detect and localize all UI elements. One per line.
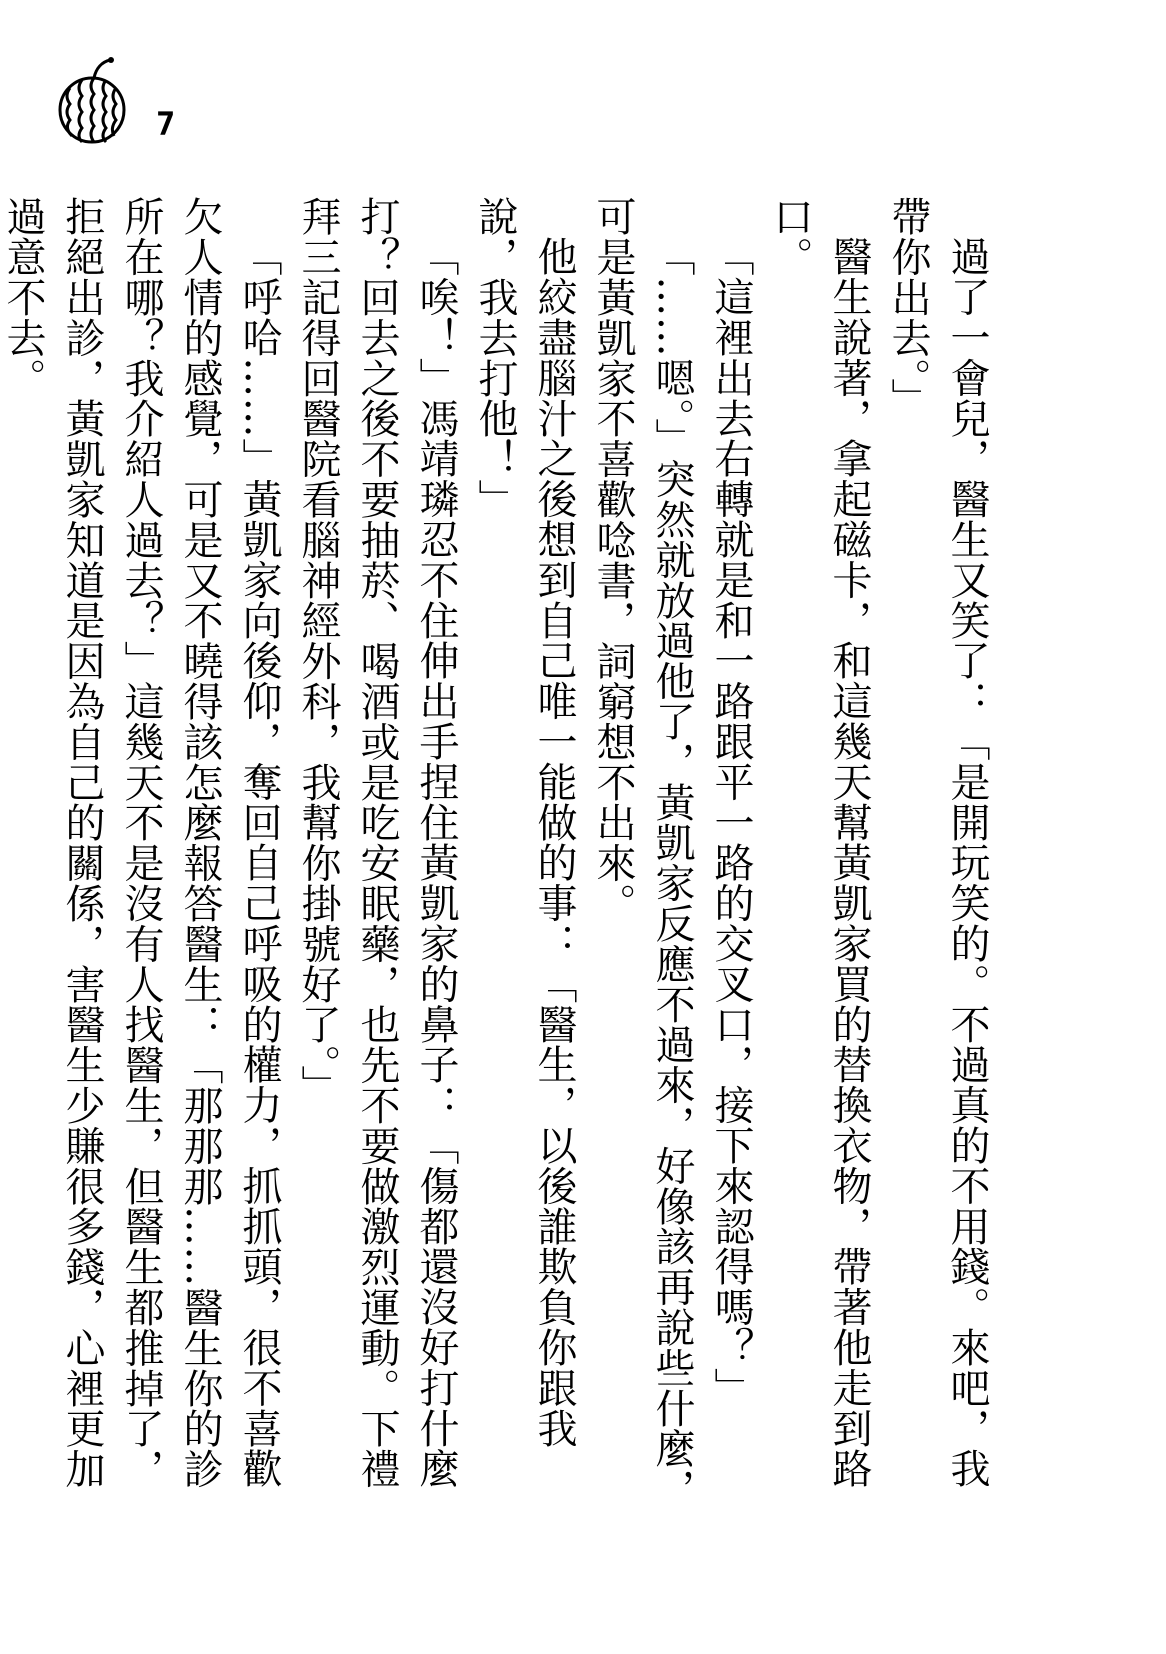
paragraph: 「唉！」馮靖璘忍不住伸出手捏住黃凱家的鼻子：「傷都還沒好打什麼打？回去之後不要抽菸、喝酒或是吃安眠藥，也先不要做激烈運動。下禮拜三記得回醫院看腦神經外科，我幫你掛號好了。」 <box>295 196 459 1489</box>
page-number: 7 <box>156 105 176 143</box>
page-header <box>56 56 216 146</box>
paragraph: 過了一會兒，醫生又笑了：「是開玩笑的。不過真的不用錢。來吧，我帶你出去。」 <box>885 196 990 1489</box>
paragraph: 「呼哈……」黃凱家向後仰，奪回自己呼吸的權力，抓抓頭，很不喜歡欠人情的感覺，可是又不曉得該怎麼報答醫生：「那那那……醫生你的診所在哪？我介紹人過去？」這幾天不是沒有人找醫生，但醫生都推掉了，拒絕出診，黃凱家知道是因為自己的關係，害醫生少賺很多錢，心裡更加過意不去。 <box>0 196 282 1489</box>
watermelon-icon <box>56 56 132 144</box>
paragraph: 他絞盡腦汁之後想到自己唯一能做的事：「醫生，以後誰欺負你跟我說，我去打他！」 <box>472 196 577 1448</box>
vertical-text-body <box>0 196 996 1526</box>
paragraph: 醫生說著，拿起磁卡，和這幾天幫黃凱家買的替換衣物，帶著他走到路口。 <box>767 196 872 1489</box>
paragraph: 「這裡出去右轉就是和一路跟平一路的交叉口，接下來認得嗎？」 <box>708 236 754 1408</box>
paragraph: 「……嗯。」突然就放過他了，黃凱家反應不過來，好像該再說些什麼，可是黃凱家不喜歡唸書，詞窮想不出來。 <box>590 196 695 1509</box>
